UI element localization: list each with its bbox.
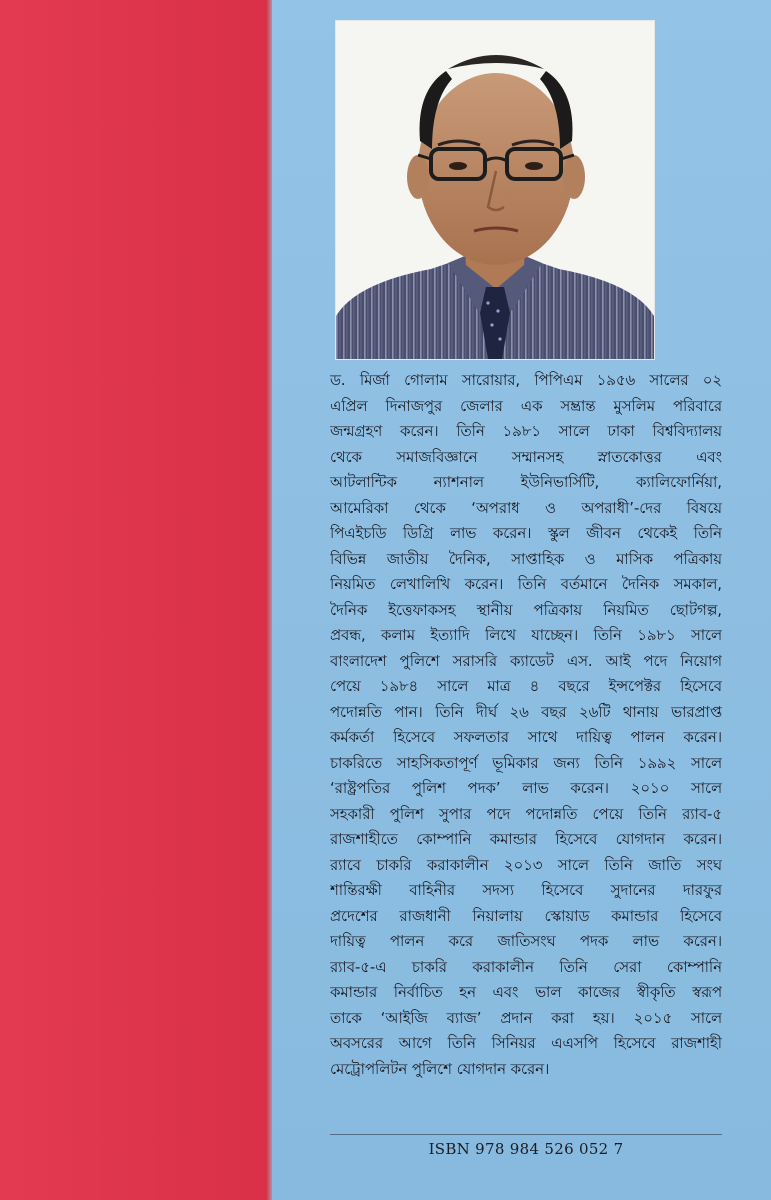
bio-line: দায়িত্ব পালন করে জাতিসংঘ পদক লাভ করেন। xyxy=(330,933,722,950)
bio-line: এপ্রিল দিনাজপুর জেলার এক সম্ভ্রান্ত মুসলিম পরিবারে xyxy=(330,397,722,415)
bio-line: বিভিন্ন জাতীয় দৈনিক, সাপ্তাহিক ও মাসিক পত্রিকায় xyxy=(330,550,722,568)
bio-line: দৈনিক ইত্তেফাকসহ স্থানীয় পত্রিকায় নিয়মিত ছোটগল্প, xyxy=(330,601,722,619)
bio-line: কর্মকর্তা হিসেবে সফলতার সাথে দায়িত্ব পালন করেন। xyxy=(330,729,722,746)
bio-line: পদোন্নতি পান। তিনি দীর্ঘ ২৬ বছর ২৬টি থানায় ভারপ্রাপ্ত xyxy=(330,703,722,721)
bio-line: রাজশাহীতে কোম্পানি কমান্ডার হিসেবে যোগদান করেন। xyxy=(330,831,722,848)
bio-line: র‍্যাবে চাকরি করাকালীন ২০১৩ সালে তিনি জাতি সংঘ xyxy=(330,856,722,874)
bio-line: প্রবন্ধ, কলাম ইত্যাদি লিখে যাচ্ছেন। তিনি ১৯৮১ সালে xyxy=(330,627,722,644)
bio-line: ড. মির্জা গোলাম সারোয়ার, পিপিএম ১৯৫৬ সালের ০২ xyxy=(330,372,722,389)
bio-line: আটলান্টিক ন্যাশনাল ইউনিভার্সিটি, ক্যালিফোর্নিয়া, xyxy=(330,474,722,491)
bio-line: তাকে ‘আইজি ব্যাজ’ প্রদান করা হয়। ২০১৫ সালে xyxy=(330,1009,722,1027)
bio-line: জন্মগ্রহণ করেন। তিনি ১৯৮১ সালে ঢাকা বিশ্ববিদ্যালয় xyxy=(330,423,722,440)
bio-line: নিয়মিত লেখালিখি করেন। তিনি বর্তমানে দৈনিক সমকাল, xyxy=(330,576,722,593)
red-spine-panel xyxy=(0,0,270,1200)
bio-line: শান্তিরক্ষী বাহিনীর সদস্য হিসেবে সুদানের দারফুর xyxy=(330,882,722,899)
bio-line: পিএইচডি ডিগ্রি লাভ করেন। স্কুল জীবন থেকেই তিনি xyxy=(330,525,722,542)
bio-line: চাকরিতে সাহসিকতাপূর্ণ ভূমিকার জন্য তিনি ১৯৯২ সালে xyxy=(330,754,722,772)
bio-line: মেট্রোপলিটন পুলিশে যোগদান করেন। xyxy=(330,1060,550,1078)
author-biography xyxy=(330,368,722,1082)
bio-line: ‘রাষ্ট্রপতির পুলিশ পদক’ লাভ করেন। ২০১০ সালে xyxy=(330,780,722,797)
bio-line: অবসরের আগে তিনি সিনিয়র এএসপি হিসেবে রাজশাহী xyxy=(330,1035,722,1052)
author-photo xyxy=(335,20,655,360)
bio-line: পেয়ে ১৯৮৪ সালে মাত্র ৪ বছরে ইন্সপেক্টর হিসেবে xyxy=(330,678,722,695)
isbn-number: ISBN 978 984 526 052 7 xyxy=(428,1140,624,1158)
bio-line: বাংলাদেশ পুলিশে সরাসরি ক্যাডেট এস. আই পদে নিয়োগ xyxy=(330,652,722,670)
divider-rule xyxy=(330,1134,722,1135)
bio-line: কমান্ডার নির্বাচিত হন এবং ভাল কাজের স্বীকৃতি স্বরূপ xyxy=(330,984,722,1001)
bio-line: থেকে সমাজবিজ্ঞানে সম্মানসহ স্নাতকোত্তর এবং xyxy=(330,448,722,466)
bio-line: প্রদেশের রাজধানী নিয়ালায় স্কোয়াড কমান্ডার হিসেবে xyxy=(330,907,722,925)
bio-line: সহকারী পুলিশ সুপার পদে পদোন্নতি পেয়ে তিনি র‍্যাব-৫ xyxy=(330,805,722,823)
bio-line: র‍্যাব-৫-এ চাকরি করাকালীন তিনি সেরা কোম্পানি xyxy=(330,958,722,976)
bio-line: আমেরিকা থেকে ‘অপরাধ ও অপরাধী’-দের বিষয়ে xyxy=(330,499,722,517)
